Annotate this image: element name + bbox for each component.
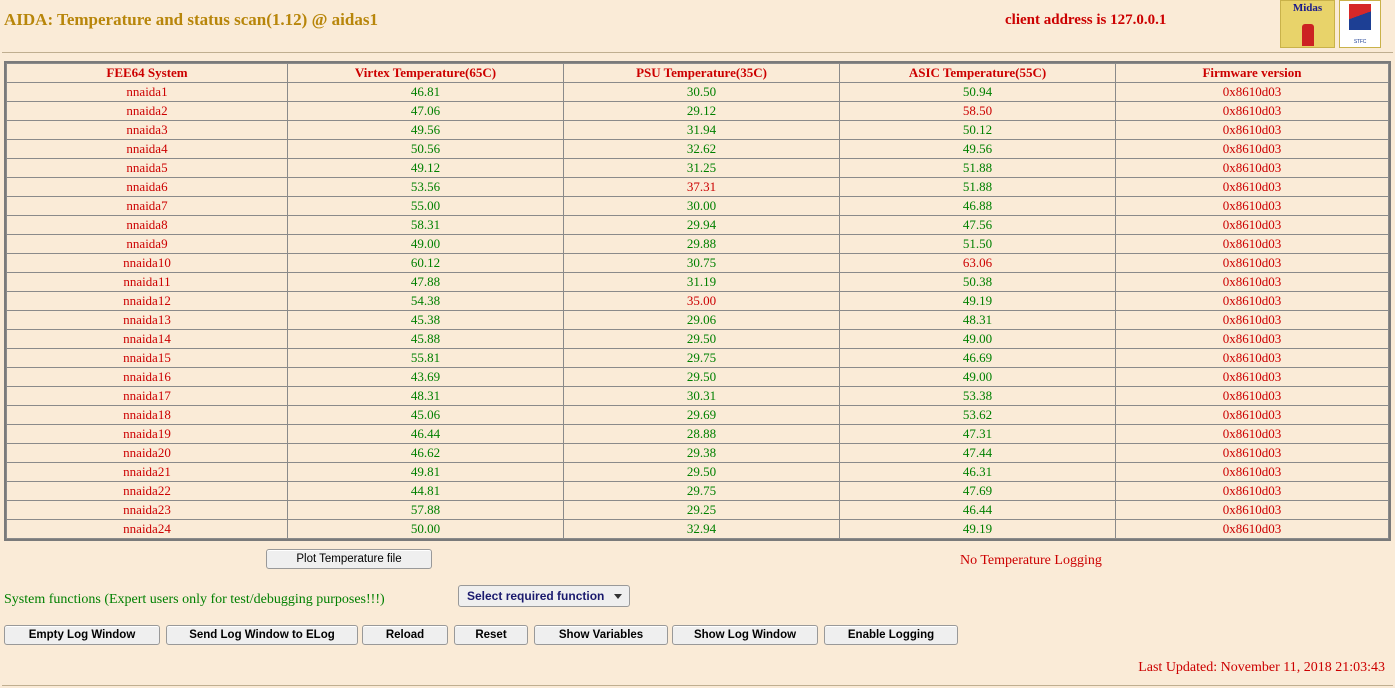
cell-asic-temperature: 53.38 xyxy=(840,387,1116,406)
table-row xyxy=(7,140,1389,159)
midas-logo-figure-icon xyxy=(1302,24,1314,46)
column-header-fee64: FEE64 System xyxy=(7,64,288,83)
page-header xyxy=(0,0,1395,52)
cell-firmware-version: 0x8610d03 xyxy=(1116,444,1389,463)
table-row xyxy=(7,311,1389,330)
cell-asic-temperature: 47.69 xyxy=(840,482,1116,501)
cell-system: nnaida9 xyxy=(7,235,288,254)
table-row xyxy=(7,406,1389,425)
cell-system: nnaida10 xyxy=(7,254,288,273)
cell-virtex-temperature: 57.88 xyxy=(288,501,564,520)
column-header-firmware: Firmware version xyxy=(1116,64,1389,83)
last-updated-label: Last Updated: November 11, 2018 21:03:43 xyxy=(1138,660,1385,675)
cell-firmware-version: 0x8610d03 xyxy=(1116,292,1389,311)
cell-firmware-version: 0x8610d03 xyxy=(1116,520,1389,539)
cell-asic-temperature: 48.31 xyxy=(840,311,1116,330)
cell-psu-temperature: 29.88 xyxy=(564,235,840,254)
action-button-row xyxy=(4,625,1395,651)
cell-firmware-version: 0x8610d03 xyxy=(1116,83,1389,102)
cell-asic-temperature: 47.31 xyxy=(840,425,1116,444)
midas-logo-text: Midas xyxy=(1292,2,1323,14)
send-log-window-to-elog-button[interactable]: Send Log Window to ELog xyxy=(166,625,358,645)
cell-psu-temperature: 29.94 xyxy=(564,216,840,235)
cell-asic-temperature: 47.56 xyxy=(840,216,1116,235)
table-row xyxy=(7,197,1389,216)
cell-system: nnaida24 xyxy=(7,520,288,539)
cell-firmware-version: 0x8610d03 xyxy=(1116,273,1389,292)
cell-system: nnaida8 xyxy=(7,216,288,235)
cell-system: nnaida15 xyxy=(7,349,288,368)
cell-system: nnaida18 xyxy=(7,406,288,425)
column-header-virtex: Virtex Temperature(65C) xyxy=(288,64,564,83)
cell-virtex-temperature: 47.88 xyxy=(288,273,564,292)
cell-psu-temperature: 29.69 xyxy=(564,406,840,425)
table-row xyxy=(7,121,1389,140)
cell-firmware-version: 0x8610d03 xyxy=(1116,368,1389,387)
table-row xyxy=(7,292,1389,311)
cell-system: nnaida2 xyxy=(7,102,288,121)
client-address-label: client address is 127.0.0.1 xyxy=(1005,12,1167,28)
cell-virtex-temperature: 46.62 xyxy=(288,444,564,463)
cell-system: nnaida22 xyxy=(7,482,288,501)
cell-virtex-temperature: 45.88 xyxy=(288,330,564,349)
table-row xyxy=(7,463,1389,482)
table-row xyxy=(7,254,1389,273)
system-functions-select-wrapper[interactable] xyxy=(458,585,630,607)
cell-system: nnaida23 xyxy=(7,501,288,520)
page-title: AIDA: Temperature and status scan(1.12) @ aidas1 xyxy=(4,10,378,29)
cell-system: nnaida21 xyxy=(7,463,288,482)
cell-virtex-temperature: 49.56 xyxy=(288,121,564,140)
cell-virtex-temperature: 55.00 xyxy=(288,197,564,216)
cell-firmware-version: 0x8610d03 xyxy=(1116,197,1389,216)
temperature-table-body xyxy=(7,83,1389,539)
cell-firmware-version: 0x8610d03 xyxy=(1116,121,1389,140)
cell-virtex-temperature: 55.81 xyxy=(288,349,564,368)
plot-row xyxy=(0,549,1395,581)
cell-psu-temperature: 29.50 xyxy=(564,368,840,387)
cell-asic-temperature: 46.88 xyxy=(840,197,1116,216)
table-row xyxy=(7,425,1389,444)
cell-system: nnaida13 xyxy=(7,311,288,330)
table-row xyxy=(7,235,1389,254)
header-divider xyxy=(2,52,1393,53)
table-row xyxy=(7,178,1389,197)
cell-firmware-version: 0x8610d03 xyxy=(1116,482,1389,501)
stfc-logo-mark-icon xyxy=(1349,4,1371,30)
cell-psu-temperature: 29.75 xyxy=(564,349,840,368)
cell-system: nnaida12 xyxy=(7,292,288,311)
empty-log-window-button[interactable]: Empty Log Window xyxy=(4,625,160,645)
cell-asic-temperature: 58.50 xyxy=(840,102,1116,121)
cell-virtex-temperature: 46.81 xyxy=(288,83,564,102)
cell-firmware-version: 0x8610d03 xyxy=(1116,216,1389,235)
cell-asic-temperature: 49.56 xyxy=(840,140,1116,159)
show-log-window-button[interactable]: Show Log Window xyxy=(672,625,818,645)
cell-psu-temperature: 32.62 xyxy=(564,140,840,159)
cell-virtex-temperature: 58.31 xyxy=(288,216,564,235)
cell-system: nnaida11 xyxy=(7,273,288,292)
cell-asic-temperature: 50.94 xyxy=(840,83,1116,102)
cell-psu-temperature: 30.31 xyxy=(564,387,840,406)
cell-system: nnaida7 xyxy=(7,197,288,216)
cell-asic-temperature: 50.38 xyxy=(840,273,1116,292)
cell-virtex-temperature: 53.56 xyxy=(288,178,564,197)
cell-psu-temperature: 32.94 xyxy=(564,520,840,539)
temperature-table xyxy=(6,63,1389,539)
cell-asic-temperature: 63.06 xyxy=(840,254,1116,273)
cell-psu-temperature: 29.25 xyxy=(564,501,840,520)
table-header-row xyxy=(7,64,1389,83)
table-row xyxy=(7,501,1389,520)
cell-psu-temperature: 37.31 xyxy=(564,178,840,197)
logo-group xyxy=(1280,0,1381,48)
cell-system: nnaida6 xyxy=(7,178,288,197)
cell-firmware-version: 0x8610d03 xyxy=(1116,235,1389,254)
cell-system: nnaida1 xyxy=(7,83,288,102)
table-row xyxy=(7,482,1389,501)
footer-divider xyxy=(2,685,1393,686)
table-row xyxy=(7,273,1389,292)
cell-system: nnaida17 xyxy=(7,387,288,406)
cell-virtex-temperature: 54.38 xyxy=(288,292,564,311)
temperature-table-container xyxy=(4,61,1391,541)
cell-system: nnaida4 xyxy=(7,140,288,159)
cell-firmware-version: 0x8610d03 xyxy=(1116,501,1389,520)
stfc-logo-icon xyxy=(1339,0,1381,48)
cell-psu-temperature: 30.75 xyxy=(564,254,840,273)
cell-psu-temperature: 29.12 xyxy=(564,102,840,121)
cell-virtex-temperature: 44.81 xyxy=(288,482,564,501)
cell-virtex-temperature: 49.00 xyxy=(288,235,564,254)
cell-system: nnaida19 xyxy=(7,425,288,444)
cell-asic-temperature: 53.62 xyxy=(840,406,1116,425)
cell-psu-temperature: 31.19 xyxy=(564,273,840,292)
cell-virtex-temperature: 49.12 xyxy=(288,159,564,178)
cell-firmware-version: 0x8610d03 xyxy=(1116,425,1389,444)
cell-psu-temperature: 29.50 xyxy=(564,463,840,482)
cell-asic-temperature: 46.31 xyxy=(840,463,1116,482)
midas-logo-icon xyxy=(1280,0,1335,48)
cell-firmware-version: 0x8610d03 xyxy=(1116,406,1389,425)
cell-system: nnaida20 xyxy=(7,444,288,463)
table-row xyxy=(7,102,1389,121)
cell-virtex-temperature: 50.00 xyxy=(288,520,564,539)
cell-asic-temperature: 46.69 xyxy=(840,349,1116,368)
cell-psu-temperature: 28.88 xyxy=(564,425,840,444)
cell-psu-temperature: 30.00 xyxy=(564,197,840,216)
cell-virtex-temperature: 48.31 xyxy=(288,387,564,406)
cell-asic-temperature: 50.12 xyxy=(840,121,1116,140)
cell-psu-temperature: 29.38 xyxy=(564,444,840,463)
cell-firmware-version: 0x8610d03 xyxy=(1116,463,1389,482)
system-functions-row xyxy=(0,585,1395,619)
plot-temperature-file-button[interactable]: Plot Temperature file xyxy=(266,549,432,569)
cell-virtex-temperature: 49.81 xyxy=(288,463,564,482)
cell-asic-temperature: 51.88 xyxy=(840,159,1116,178)
cell-asic-temperature: 47.44 xyxy=(840,444,1116,463)
cell-psu-temperature: 31.94 xyxy=(564,121,840,140)
cell-asic-temperature: 49.00 xyxy=(840,330,1116,349)
cell-firmware-version: 0x8610d03 xyxy=(1116,349,1389,368)
reload-button[interactable]: Reload xyxy=(362,625,448,645)
cell-virtex-temperature: 60.12 xyxy=(288,254,564,273)
cell-asic-temperature: 49.19 xyxy=(840,292,1116,311)
cell-firmware-version: 0x8610d03 xyxy=(1116,140,1389,159)
stfc-logo-text: STFC xyxy=(1353,39,1367,45)
system-functions-select[interactable] xyxy=(458,585,630,607)
logging-status-label: No Temperature Logging xyxy=(960,553,1102,568)
cell-asic-temperature: 51.88 xyxy=(840,178,1116,197)
cell-virtex-temperature: 50.56 xyxy=(288,140,564,159)
cell-virtex-temperature: 43.69 xyxy=(288,368,564,387)
table-row xyxy=(7,349,1389,368)
cell-system: nnaida16 xyxy=(7,368,288,387)
cell-psu-temperature: 30.50 xyxy=(564,83,840,102)
table-row xyxy=(7,330,1389,349)
table-row xyxy=(7,159,1389,178)
cell-firmware-version: 0x8610d03 xyxy=(1116,159,1389,178)
cell-virtex-temperature: 47.06 xyxy=(288,102,564,121)
cell-psu-temperature: 31.25 xyxy=(564,159,840,178)
table-row xyxy=(7,444,1389,463)
reset-button[interactable]: Reset xyxy=(454,625,528,645)
table-row xyxy=(7,368,1389,387)
cell-psu-temperature: 35.00 xyxy=(564,292,840,311)
cell-firmware-version: 0x8610d03 xyxy=(1116,254,1389,273)
table-row xyxy=(7,216,1389,235)
cell-asic-temperature: 49.00 xyxy=(840,368,1116,387)
cell-asic-temperature: 46.44 xyxy=(840,501,1116,520)
cell-virtex-temperature: 45.06 xyxy=(288,406,564,425)
cell-firmware-version: 0x8610d03 xyxy=(1116,178,1389,197)
cell-firmware-version: 0x8610d03 xyxy=(1116,387,1389,406)
cell-system: nnaida14 xyxy=(7,330,288,349)
cell-firmware-version: 0x8610d03 xyxy=(1116,311,1389,330)
cell-psu-temperature: 29.06 xyxy=(564,311,840,330)
cell-asic-temperature: 49.19 xyxy=(840,520,1116,539)
table-row xyxy=(7,520,1389,539)
cell-psu-temperature: 29.75 xyxy=(564,482,840,501)
column-header-psu: PSU Temperature(35C) xyxy=(564,64,840,83)
cell-virtex-temperature: 46.44 xyxy=(288,425,564,444)
cell-system: nnaida5 xyxy=(7,159,288,178)
show-variables-button[interactable]: Show Variables xyxy=(534,625,668,645)
enable-logging-button[interactable]: Enable Logging xyxy=(824,625,958,645)
system-functions-label: System functions (Expert users only for test/debugging purposes!!!) xyxy=(4,592,385,607)
table-row xyxy=(7,387,1389,406)
cell-system: nnaida3 xyxy=(7,121,288,140)
cell-psu-temperature: 29.50 xyxy=(564,330,840,349)
cell-firmware-version: 0x8610d03 xyxy=(1116,102,1389,121)
cell-virtex-temperature: 45.38 xyxy=(288,311,564,330)
cell-firmware-version: 0x8610d03 xyxy=(1116,330,1389,349)
column-header-asic: ASIC Temperature(55C) xyxy=(840,64,1116,83)
cell-asic-temperature: 51.50 xyxy=(840,235,1116,254)
table-row xyxy=(7,83,1389,102)
